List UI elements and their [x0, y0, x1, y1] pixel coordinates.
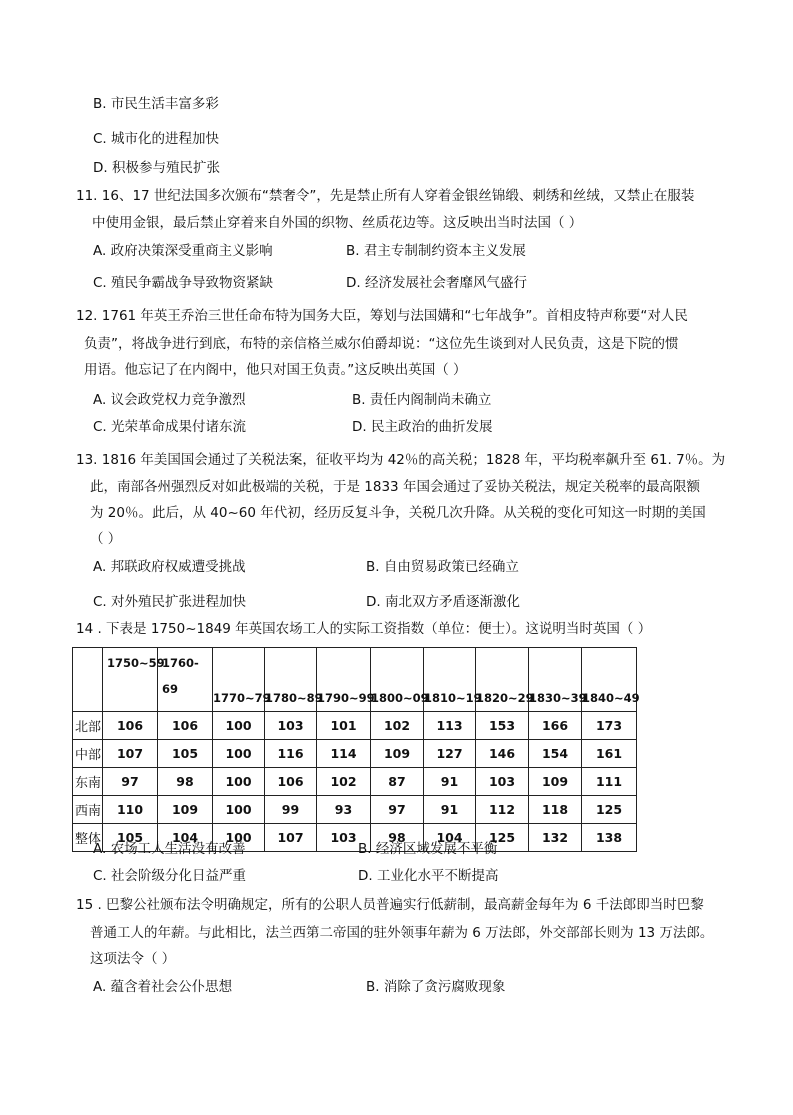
table-cell: 116	[265, 740, 317, 768]
table-cell: 98	[371, 824, 424, 852]
wage-index-table	[72, 647, 640, 852]
question-12-stem-line1: 12. 1761 年英王乔治三世任命布特为国务大臣，筹划与法国媾和“七年战争”。首相皮特声称要“对人民	[76, 308, 688, 324]
table-cell: 102	[317, 768, 371, 796]
table-cell: 97	[371, 796, 424, 824]
table-cell: 166	[529, 712, 582, 740]
header-cell: 1820~29	[476, 648, 529, 712]
header-cell: 1810~19	[424, 648, 476, 712]
table-cell: 118	[529, 796, 582, 824]
table-row	[73, 740, 637, 768]
table-cell: 138	[582, 824, 637, 852]
table-cell: 154	[529, 740, 582, 768]
table-cell: 110	[103, 796, 158, 824]
table-cell: 125	[476, 824, 529, 852]
table-cell: 111	[582, 768, 637, 796]
table-cell: 93	[317, 796, 371, 824]
question-15-option-a: A. 蕴含着社会公仆思想	[93, 979, 233, 995]
question-13-stem-line1: 13. 1816 年美国国会通过了关税法案，征收平均为 42％的高关税；1828 年，平均税率飙升至 61. 7％。为	[76, 452, 726, 468]
table-cell: 104	[424, 824, 476, 852]
question-12-stem-line2: 负责”，将战争进行到底，布特的亲信格兰威尔伯爵却说：“这位先生谈到对人民负责，这是下院的惯	[84, 336, 679, 352]
table-cell: 103	[265, 712, 317, 740]
option-b: B. 市民生活丰富多彩	[93, 96, 219, 112]
table-row	[73, 712, 637, 740]
question-14-option-a: A. 农场工人生活没有改善	[93, 841, 246, 857]
table-cell: 100	[213, 824, 265, 852]
question-14-option-c: C. 社会阶级分化日益严重	[93, 868, 247, 884]
header-cell: 1840~49	[582, 648, 637, 712]
table-cell: 132	[529, 824, 582, 852]
header-cell: 1800~09	[371, 648, 424, 712]
table-cell: 100	[213, 740, 265, 768]
table-cell: 153	[476, 712, 529, 740]
table-cell: 99	[265, 796, 317, 824]
row-label: 西南	[73, 796, 103, 824]
header-cell: 1780~89	[265, 648, 317, 712]
table-cell: 114	[317, 740, 371, 768]
table-cell: 106	[265, 768, 317, 796]
table-cell: 161	[582, 740, 637, 768]
table-cell: 106	[103, 712, 158, 740]
question-13-stem-line2: 此，南部各州强烈反对如此极端的关税，于是 1833 年国会通过了妥协关税法，规定关税率的最高限额	[90, 479, 700, 495]
table-cell: 127	[424, 740, 476, 768]
table-cell: 102	[371, 712, 424, 740]
table-cell: 100	[213, 712, 265, 740]
row-label: 中部	[73, 740, 103, 768]
table-cell: 100	[213, 768, 265, 796]
header-cell: 1760- 69	[158, 648, 213, 712]
option-c: C. 城市化的进程加快	[93, 131, 220, 147]
table-cell: 98	[158, 768, 213, 796]
question-12-option-a: A. 议会政党权力竞争激烈	[93, 392, 246, 408]
table-cell: 103	[317, 824, 371, 852]
question-13-option-d: D. 南北双方矛盾逐渐激化	[366, 594, 520, 610]
table-cell: 173	[582, 712, 637, 740]
table-cell: 105	[158, 740, 213, 768]
question-11-stem-line2: 中使用金银，最后禁止穿着来自外国的织物、丝质花边等。这反映出当时法国（ ）	[92, 215, 583, 231]
row-label: 东南	[73, 768, 103, 796]
table-cell: 105	[103, 824, 158, 852]
table-cell: 101	[317, 712, 371, 740]
table-cell: 104	[158, 824, 213, 852]
question-13-option-a: A. 邦联政府权威遭受挑战	[93, 559, 246, 575]
question-15-stem-line1: 15 . 巴黎公社颁布法令明确规定，所有的公职人员普遍实行低薪制，最高薪金每年为 6 千法郎即当时巴黎	[76, 897, 704, 913]
table-cell: 97	[103, 768, 158, 796]
question-13-stem-line3: 为 20％。此后，从 40~60 年代初，经历反复斗争，关税几次升降。从关税的变化可知这一时期的美国	[90, 505, 706, 521]
header-cell: 1770~79	[213, 648, 265, 712]
table-row	[73, 768, 637, 796]
table-cell: 109	[529, 768, 582, 796]
question-13-option-b: B. 自由贸易政策已经确立	[366, 559, 519, 575]
question-12-option-b: B. 责任内阁制尚未确立	[352, 392, 492, 408]
question-14-option-d: D. 工业化水平不断提高	[358, 868, 499, 884]
table-cell: 106	[158, 712, 213, 740]
row-label: 北部	[73, 712, 103, 740]
question-12-stem-line3: 用语。他忘记了在内阁中，他只对国王负责。”这反映出英国（ ）	[84, 362, 467, 378]
question-11-option-c: C. 殖民争霸战争导致物资紧缺	[93, 275, 274, 291]
table-cell: 91	[424, 768, 476, 796]
option-d: D. 积极参与殖民扩张	[93, 160, 220, 176]
table-cell: 107	[103, 740, 158, 768]
header-cell: 1830~39	[529, 648, 582, 712]
question-13-stem-line4: （ ）	[90, 531, 122, 547]
question-15-stem-line2: 普通工人的年薪。与此相比，法兰西第二帝国的驻外领事年薪为 6 万法郎，外交部部长则为 13 万法郎。	[90, 925, 714, 941]
header-cell: 1790~99	[317, 648, 371, 712]
table-cell: 103	[476, 768, 529, 796]
table-cell: 107	[265, 824, 317, 852]
question-11-option-d: D. 经济发展社会奢靡风气盛行	[346, 275, 527, 291]
table-cell: 146	[476, 740, 529, 768]
table-cell: 91	[424, 796, 476, 824]
question-12-option-c: C. 光荣革命成果付诸东流	[93, 419, 247, 435]
question-11-option-a: A. 政府决策深受重商主义影响	[93, 243, 273, 259]
row-label: 整体	[73, 824, 103, 852]
question-14-option-b: B. 经济区域发展不平衡	[358, 841, 498, 857]
table-header-row	[73, 648, 637, 712]
question-13-option-c: C. 对外殖民扩张进程加快	[93, 594, 247, 610]
table-cell: 100	[213, 796, 265, 824]
question-15-option-b: B. 消除了贪污腐败现象	[366, 979, 506, 995]
header-cell-empty	[73, 648, 103, 712]
table-row	[73, 796, 637, 824]
header-cell: 1750~59	[103, 648, 158, 712]
table-cell: 109	[158, 796, 213, 824]
question-15-stem-line3: 这项法令（ ）	[90, 951, 176, 967]
table-cell: 125	[582, 796, 637, 824]
table-cell: 113	[424, 712, 476, 740]
question-14-stem: 14 . 下表是 1750~1849 年英国农场工人的实际工资指数（单位：便士）。这说明当时英国（ ）	[76, 621, 652, 637]
question-12-option-d: D. 民主政治的曲折发展	[352, 419, 493, 435]
table-cell: 109	[371, 740, 424, 768]
question-11-stem-line1: 11. 16、17 世纪法国多次颁布“禁奢令”，先是禁止所有人穿着金银丝锦缎、刺绣和丝绒，又禁止在服装	[76, 188, 695, 204]
table-cell: 87	[371, 768, 424, 796]
table-cell: 112	[476, 796, 529, 824]
question-11-option-b: B. 君主专制制约资本主义发展	[346, 243, 526, 259]
